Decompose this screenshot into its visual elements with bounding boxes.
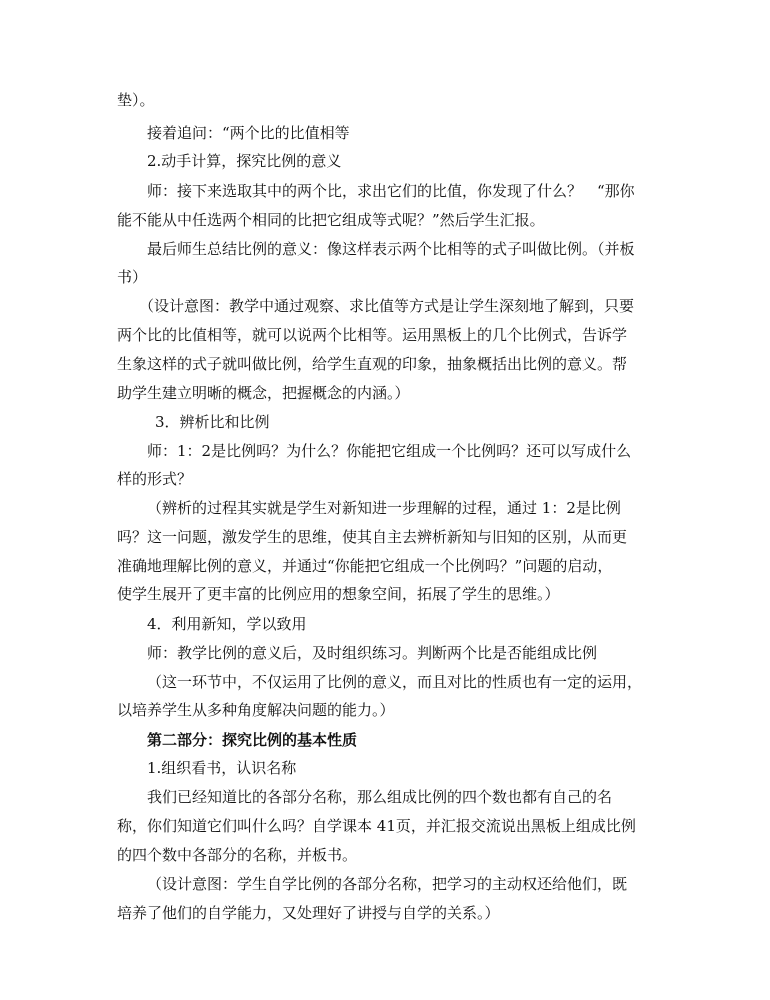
- text-line: 能不能从中任选两个相同的比把它组成等式呢？”然后学生汇报。: [117, 211, 545, 229]
- text-line: 培养了他们的自学能力，又处理好了讲授与自学的关系。）: [117, 904, 500, 922]
- text-line: 接着追问：“两个比的比值相等: [147, 124, 350, 142]
- text-line: 师：接下来选取其中的两个比，求出它们的比值，你发现了什么？ “那你: [147, 182, 635, 200]
- text-line: 师：教学比例的意义后，及时组织练习。判断两个比是否能组成比例: [147, 644, 598, 662]
- text-line: 我们已经知道比的各部分名称，那么组成比例的四个数也都有自己的名: [147, 788, 613, 806]
- text-line: 师：1：2是比例吗？为什么？你能把它组成一个比例吗？还可以写成什么: [147, 442, 632, 460]
- text-line: 称，你们知道它们叫什么吗？自学课本 41页，并汇报交流说出黑板上组成比例: [117, 817, 636, 835]
- text-line: 书）: [117, 268, 148, 286]
- part-heading: 第二部分：探究比例的基本性质: [147, 731, 358, 749]
- text-line: 垫）。: [117, 91, 155, 109]
- text-line: 准确地理解比例的意义，并通过“你能把它组成一个比例吗？”问题的启动，: [117, 557, 613, 575]
- text-line: 生象这样的式子就叫做比例，给学生直观的印象，抽象概括出比例的意义。帮: [117, 355, 628, 373]
- section-heading: 1.组织看书，认识名称: [147, 759, 297, 777]
- text-line: 吗？这一问题，激发学生的思维，使其自主去辨析新知与旧知的区别，从而更: [117, 528, 628, 546]
- section-heading: 2.动手计算，探究比例的意义: [147, 152, 342, 170]
- section-heading: 4．利用新知，学以致用: [147, 615, 307, 633]
- text-line: 以培养学生从多种角度解决问题的能力。）: [117, 701, 395, 719]
- text-line: （这一环节中，不仅运用了比例的意义，而且对比的性质也有一定的运用，: [147, 673, 643, 691]
- text-line: 助学生建立明晰的概念，把握概念的内涵。）: [117, 384, 410, 402]
- text-line: （辨析的过程其实就是学生对新知进一步理解的过程，通过 1：2是比例: [147, 499, 621, 517]
- text-line: 样的形式？: [117, 470, 193, 488]
- text-line: （设计意图：教学中通过观察、求比值等方式是让学生深刻地了解到，只要: [139, 297, 635, 315]
- text-line: 使学生展开了更丰富的比例应用的想象空间，拓展了学生的思维。）: [117, 585, 560, 603]
- text-line: 两个比的比值相等，就可以说两个比相等。运用黑板上的几个比例式，告诉学: [117, 326, 628, 344]
- section-heading: 3．辨析比和比例: [155, 413, 270, 431]
- text-line: 的四个数中各部分的名称，并板书。: [117, 846, 358, 864]
- text-line: （设计意图：学生自学比例的各部分名称，把学习的主动权还给他们，既: [147, 875, 628, 893]
- text-line: 最后师生总结比例的意义：像这样表示两个比相等的式子叫做比例。（并板: [147, 240, 635, 258]
